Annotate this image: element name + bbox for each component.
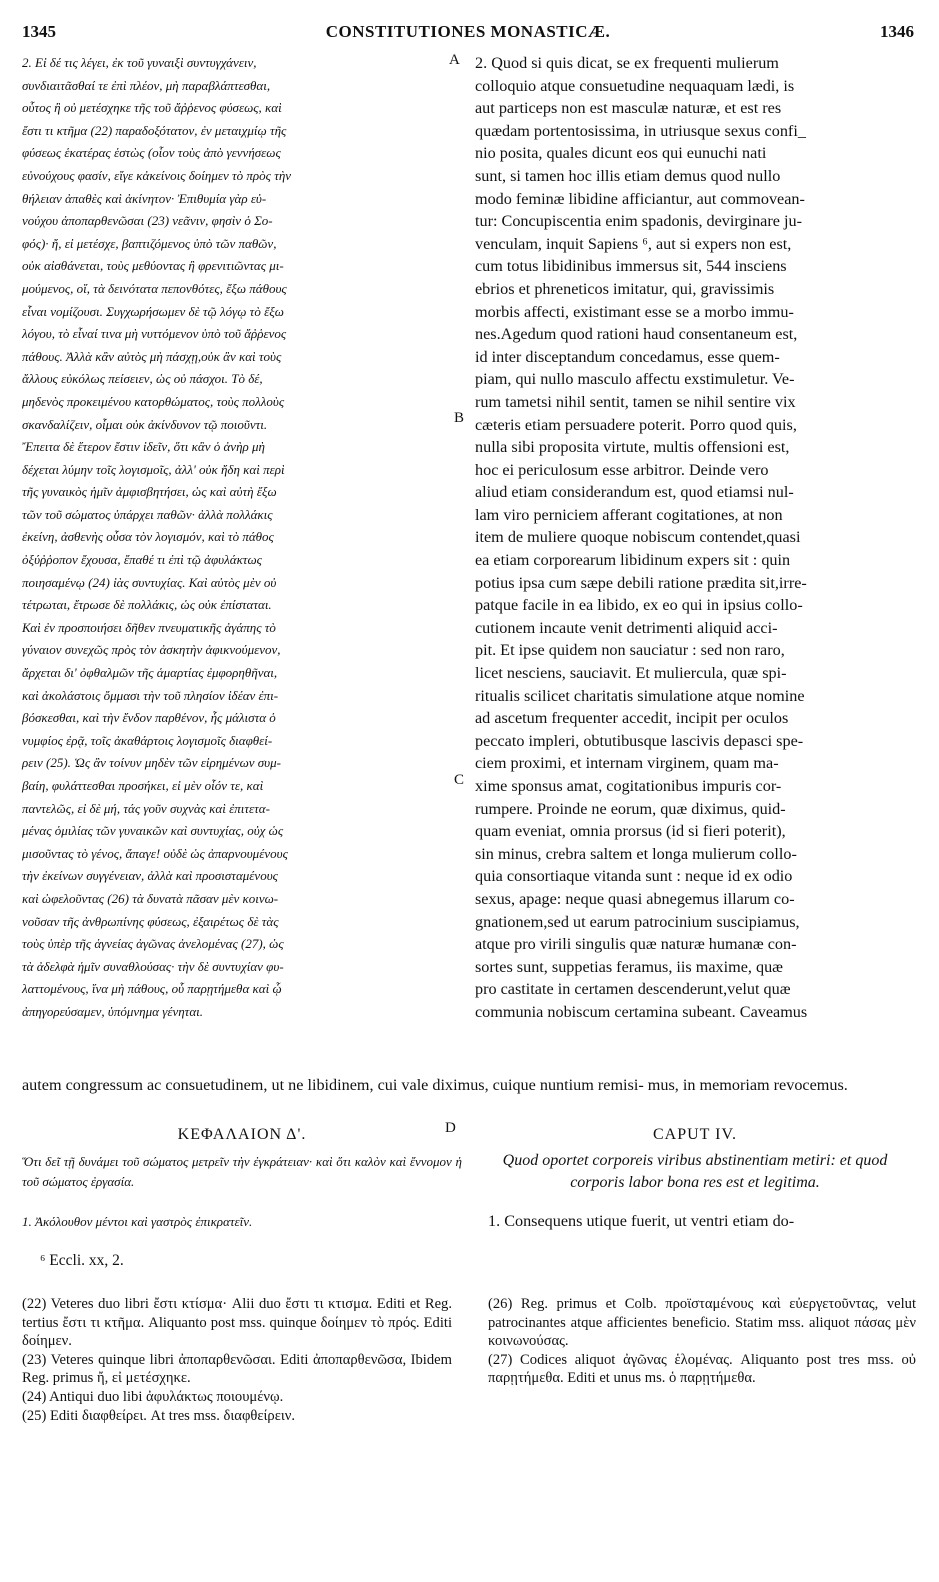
page-number-left: 1345	[22, 22, 56, 41]
text-line: εἶναι νομίζουσι. Συγχωρήσωμεν δὲ τῷ λόγῳ τὸ ἔξω	[22, 303, 284, 319]
text-line: βόσκεσθαι, καὶ τὴν ἔνδον παρθένον, ἧς μάλιστα ὁ	[22, 710, 276, 726]
text-line: καὶ ὠφελοῦντας (26) τὰ δυνατὰ πᾶσαν μὲν κοινω-	[22, 890, 279, 906]
margin-letter-c: C	[454, 772, 465, 788]
text-line: cutionem incaute venit detrimenti aliquid acci-	[475, 618, 778, 637]
text-line: μούμενος, οἵ, τὰ δεινότατα πεπονθότες, ἔξω πάθους	[22, 280, 287, 296]
text-line: πάθους. Ἀλλὰ κἂν αὐτὸς μὴ πάσχῃ,οὐκ ἂν καὶ τοὺς	[22, 348, 282, 364]
text-line: Καὶ ἐν προσποιήσει δῆθεν πνευματικῆς ἀγάπης τὸ	[22, 619, 276, 635]
text-line: τοὺς ὑπὲρ τῆς ἁγνείας ἀγῶνας ἀνελομένας (27), ὡς	[22, 936, 284, 952]
text-line: οὐκ αἰσθάνεται, τοὺς μεθύοντας ἢ φρενιτιῶντας μι-	[22, 258, 284, 274]
scripture-footnote: ⁶ Eccli. xx, 2.	[40, 1252, 124, 1269]
text-line: nio posita, quales dicunt eos qui eunuchi nati	[475, 144, 767, 163]
text-line: λαττομένους, ἵνα μὴ πάθους, οὗ παρῃτήμεθα καὶ ᾧ	[22, 981, 282, 997]
text-line: pro castitate in certamen descenderunt,velut quæ	[475, 980, 791, 999]
text-line: tur: Concupiscentia enim spadonis, devirginare ju-	[475, 212, 802, 231]
text-line: τέτρωται, ἔτρωσε δὲ πολλάκις, ὡς οὐκ ἐπίσταται.	[22, 597, 272, 613]
text-line: ποιησαμένῳ (24) ἰὰς συντυχίας. Καὶ αὐτὸς μὲν οὐ	[22, 574, 277, 590]
text-line: morbis affecti, existimant esse se a morbo immu-	[475, 302, 794, 321]
text-line: rum tametsi nihil sentit, tamen se nihil sentire vix	[475, 392, 796, 411]
text-line: venculam, inquit Sapiens ⁶, aut si expers non est,	[475, 234, 792, 253]
text-line: hoc ei periculosum esse arbitror. Deinde vero	[475, 460, 769, 479]
text-line: νούχου ἀποπαρθενῶσαι (23) νεᾶνιν, φησὶν ὁ Σο-	[22, 213, 273, 229]
text-line: colloquio atque consuetudine nequaquam lædi, is	[475, 76, 795, 95]
text-line: ciem proximi, et internam virginem, quam ma-	[475, 754, 779, 773]
text-line: patque facile in ea libido, ex eo qui in ipsius collo-	[475, 596, 803, 615]
text-line: δέχεται λύμην τοῖς λογισμοῖς, ἀλλ' οὐκ ἤδη καὶ περὶ	[22, 461, 285, 477]
text-line: τὰ ἀδελφὰ ἡμῖν συναθλούσας· τὴν δὲ συντυχίαν φυ-	[22, 958, 284, 974]
chapter-heading-greek: ΚΕΦΑΛΑΙΟΝ Δ'.	[177, 1126, 307, 1143]
note-23: (23) Veteres quinque libri ἀποπαρθενῶσαι. Editi ἀποπαρθενῶσα, Ibidem Reg. primus ἤ, εἰ μετέσχηκε.	[22, 1351, 452, 1387]
margin-letter-b: B	[454, 410, 465, 426]
note-24: (24) Antiqui duo libi ἀφυλάκτως ποιουμένῳ.	[22, 1388, 284, 1405]
chapter-summary-latin: Quod oportet corporeis viribus abstinentiam metiri: et quod corporis labor bona res est et legitima.	[502, 1152, 888, 1191]
text-line: cæteris etiam persuadere poterit. Porro quod quis,	[475, 415, 797, 434]
text-line: θήλειαν ἀπαθὲς καὶ ἀκίνητον· Ἐπιθυμία γὰρ εὐ-	[22, 190, 267, 206]
text-line: ἀπηγορεύσαμεν, ὑπόμνημα γένηται.	[22, 1003, 204, 1019]
text-line: nes.Agedum quod rationi haud consentaneum est,	[475, 325, 798, 344]
text-line: μένας ὁμιλίας τῶν γυναικῶν καὶ συντυχίας, οὐχ ὡς	[22, 823, 284, 839]
text-line: cum totus libidinibus immersus sit, 544 insciens	[475, 257, 787, 276]
text-line: rumpere. Proinde ne eorum, quæ diximus, quid-	[475, 799, 786, 818]
text-line: Ἔπειτα δὲ ἕτερον ἔστιν ἰδεῖν, ὅτι κἂν ὁ ἀνὴρ μὴ	[22, 439, 265, 455]
text-line: xime sponsus amat, cogitationibus impuris cor-	[475, 777, 782, 795]
page-number-right: 1346	[880, 22, 914, 41]
text-line: nulla sibi proposita virtute, multis offensioni est,	[475, 438, 790, 457]
text-line: lam viro perniciem afferant cogitationes, at non	[475, 505, 783, 524]
text-line: μηδενὸς προκειμένου κατορθώματος, τοὺς πολλοὺς	[22, 393, 285, 409]
text-line: καὶ ἀκολάστοις ὄμμασι τὴν τοῦ πλησίον ἰδέαν ἐπι-	[22, 687, 279, 703]
text-line: φός)· ἤ, εἰ μετέσχε, βαπτιζόμενος ὑπὸ τῶν παθῶν,	[22, 235, 277, 251]
text-line: τῶν τοῦ σώματος ὑπάρχει παθῶν· ἀλλὰ πολλάκις	[22, 506, 273, 522]
text-line: τῆς γυναικὸς ἡμῖν ἀμφισβητήσει, ὡς καὶ αὐτὴ ἔξω	[22, 484, 277, 500]
text-line: ἄρχεται δι' ὀφθαλμῶν τῆς ἁμαρτίας ἐμφορηθῆναι,	[22, 665, 278, 681]
margin-letter-a: A	[449, 52, 460, 68]
text-line: σκανδαλίζειν, οἶμαι οὐκ ἀκίνδυνον τῷ ποιοῦντι.	[22, 416, 268, 432]
text-line: 2. Quod si quis dicat, se ex frequenti mulierum	[475, 54, 779, 72]
text-line: μισοῦντας τὸ γένος, ἄπαγε! οὐδὲ ὡς ἀπαρνουμένους	[22, 845, 288, 861]
text-line: atque pro virili singulis quæ naturæ humanæ con-	[475, 935, 797, 954]
running-title: CONSTITUTIONES MONASTICÆ.	[325, 22, 611, 41]
latin-column	[475, 52, 915, 1024]
chapter-summary-greek: Ὅτι δεῖ τῇ δυνάμει τοῦ σώματος μετρεῖν τὴν ἐγκράτειαν· καὶ ὅτι καλὸν καὶ ἔννομον ἡ τοῦ σώματος ἐργασία.	[22, 1154, 462, 1189]
text-line: οὗτος ἢ οὐ μετέσχηκε τῆς τοῦ ἄῤῥενος φύσεως, καὶ	[22, 100, 282, 116]
text-line: 2. Εἰ δέ τις λέγει, ἐκ τοῦ γυναιξὶ συντυγχάνειν,	[22, 55, 257, 70]
note-25: (25) Editi διαφθείρει. At tres mss. διαφθείρειν.	[22, 1407, 296, 1424]
note-27: (27) Codices aliquot ἀγῶνας ἑλομένας. Aliquanto post tres mss. οὐ παρῃτήμεθα. Editi et unus ms. ὁ παρῃτήμεθα.	[488, 1351, 916, 1387]
text-line: λόγου, τὸ εἶναί τινα μὴ νυττόμενον ὑπὸ τοῦ ἄῤῥενος	[22, 326, 287, 342]
critical-notes-right	[488, 1295, 916, 1388]
text-line: ἐκείνη, ἀσθενὴς οὖσα τὸν λογισμόν, καὶ τὸ πάθος	[22, 529, 274, 545]
text-line: φύσεως ἑκατέρας ἑστὼς (οἷον τοὺς ἀπὸ γεννήσεως	[22, 145, 281, 161]
greek-column	[22, 52, 465, 1024]
text-line: νοῦσαν τῆς ἀνθρωπίνης φύσεως, ἐξαιρέτως δὲ τὰς	[22, 913, 279, 929]
text-line: licet nesciens, sauciavit. Et muliercula, quæ spi-	[475, 664, 787, 683]
text-line: aut particeps non est masculæ naturæ, et est res	[475, 99, 782, 118]
text-line: quia consortiaque vitanda sunt : neque id ex odio	[475, 867, 793, 886]
text-line: id inter disceptandum concedamus, esse quem-	[475, 347, 780, 366]
text-line: pit. Et ipse quidem non sauciatur : sed non raro,	[475, 641, 785, 660]
text-line: modo feminæ libidine afficiantur, aut commovean-	[475, 189, 805, 208]
text-line: νυμφίος ἐρᾷ, τοῖς ἀκαθάρτοις λογισμοῖς διαφθεί-	[22, 732, 273, 748]
text-line: peccato impleri, obtutibusque lascivis depasci spe-	[475, 731, 804, 750]
text-line: ἔστι τι κτῆμα (22) παραδοξότατον, ἐν μεταιχμίῳ τῆς	[22, 122, 287, 138]
note-22: (22) Veteres duo libri ἔστι κτίσμα· Alii duo ἔστι τι κτισμα. Editi et Reg. tertius ἔστι τι κτῆμα. Aliquanto post mss. quinque δοίημεν τὸ πρός. Editi δοίημεν.	[22, 1296, 452, 1350]
text-line: παντελῶς, εἰ δὲ μή, τάς γοῦν συχνὰς καὶ ἐπιτετα-	[22, 800, 270, 816]
text-line: aliud etiam considerandum est, quod etiamsi nul-	[475, 483, 794, 502]
text-line: potius ipsa cum sæpe debili ratione prædita sit,irre-	[475, 573, 807, 592]
text-line: piam, qui nullo masculo affectu exstimuletur. Ve-	[475, 370, 795, 389]
text-line: ea etiam corporearum libidinum expers sit : quin	[475, 551, 791, 570]
text-line: ὀξύῤῥοπον ἔχουσα, ἔπαθέ τι ἐπὶ τῷ ἀφυλάκτως	[22, 552, 262, 568]
text-line: communia nobiscum certamina subeant. Caveamus	[475, 1002, 808, 1021]
text-line: εὐνούχους φασίν, εἴγε κἀκείνοις δοίημεν τὸ πρὸς τὴν	[22, 167, 292, 183]
text-line: γύναιον συνεχῶς πρὸς τὸν ἀσκητὴν ἀφικνούμενον,	[22, 642, 281, 658]
text-line: συνδιαιτᾶσθαί τε ἐπὶ πλέον, μὴ παραβλάπτεσθαι,	[22, 77, 271, 93]
text-line: ritualis scilicet charitatis simulatione atque nomine	[475, 686, 805, 705]
page-header	[22, 22, 914, 46]
margin-letter-d: D	[445, 1120, 456, 1136]
text-line: sunt, si tamen hoc illis etiam demus quod nullo	[475, 166, 781, 185]
full-width-paragraph: autem congressum ac consuetudinem, ut ne libidinem, cui vale diximus, cuique nuntium remisi- mus, in memoriam revocemus.	[22, 1076, 848, 1094]
text-line: sexus, apage: neque quasi abnegemus illarum co-	[475, 889, 795, 908]
text-line: ebrios et phreneticos imitatur, qui, gravissimis	[475, 279, 775, 298]
critical-notes-left	[22, 1295, 452, 1425]
text-line: βαίη, φυλάττεσθαι προσήκει, εἰ μὲν οἷόν τε, καὶ	[22, 778, 264, 793]
text-line: item de muliere quoque nobiscum contendet,quasi	[475, 528, 801, 547]
text-line: ad ascetum frequenter accedit, incipit per oculos	[475, 709, 789, 728]
text-line: sortes sunt, suppetias feramus, iis maxime, quæ	[475, 957, 783, 976]
text-line: sin minus, crebra saltem et longa mulierum collo-	[475, 844, 797, 863]
chapter-first-line-greek: 1. Ἀκόλουθον μέντοι καὶ γαστρὸς ἐπικρατεῖν.	[22, 1214, 253, 1229]
note-26: (26) Reg. primus et Colb. προϊσταμένους καὶ εὐεργετοῦντας, velut patrocinantes atque afficientes beneficio. Statim mss. aliquot πάσας μὲν κοινωνούσας.	[488, 1296, 916, 1350]
text-line: τὴν ἐκείνων συγγένειαν, ἀλλὰ καὶ προσισταμένους	[22, 868, 278, 884]
text-line: quædam portentosissima, in utriusque sexus confi_	[475, 121, 806, 140]
text-line: gnationem,sed ut earum patrocinium suscipiamus,	[475, 912, 800, 931]
chapter-heading-latin: CAPUT IV.	[653, 1126, 737, 1143]
text-line: ρειν (25). Ὡς ἂν τοίνυν μηδὲν τῶν εἰρημένων συμ-	[22, 755, 281, 771]
text-line: ἄλλους εὐκόλως πείσειεν, ὡς οὐ πάσχοι. Τὸ δέ,	[22, 371, 263, 387]
chapter-first-line-latin: 1. Consequens utique fuerit, ut ventri etiam do-	[488, 1212, 795, 1230]
text-line: quam eveniat, omnia prorsus (id si fieri poterit),	[475, 822, 786, 841]
